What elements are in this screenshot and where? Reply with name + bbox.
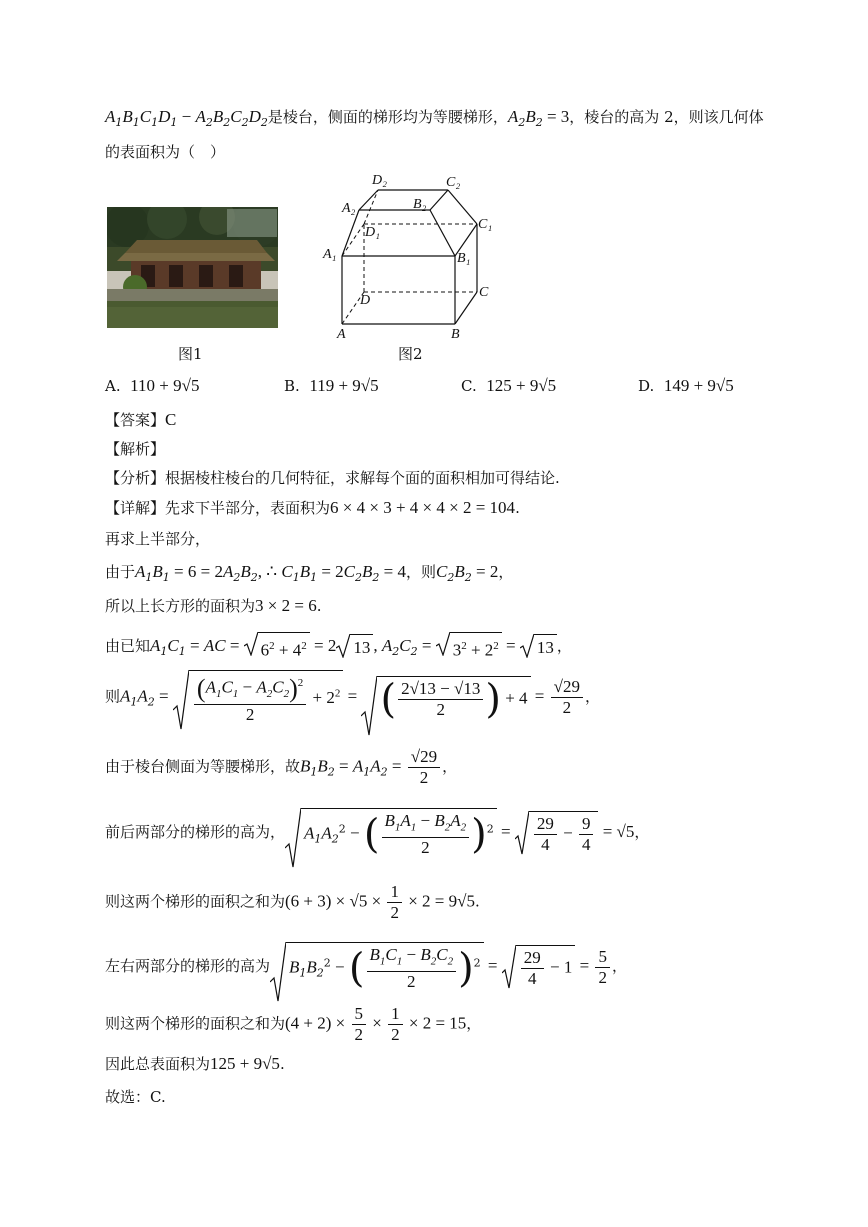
question-line-1: $A_1B_1C_1D_1 - A_2B_2C_2D_2$是棱台，侧面的梯形均为等腰梯形，$A_2B_2 = 3$，棱台的高为 2，则该几何体 xyxy=(105,107,764,129)
option-d: D. 149 + 9√5 xyxy=(638,376,734,395)
question-text-1: 是棱台，侧面的梯形均为等腰梯形， xyxy=(267,108,508,126)
step-12: 故选：C. xyxy=(105,1088,166,1106)
fenxi-line: 【分析】根据棱柱棱台的几何特征，求解每个面的面积相加可得结论. xyxy=(105,469,560,487)
step-9: 左右两部分的梯形的高为 $B_1B_2^2$ − ( $\frac{B_1C_1 - B_2C_2}{2}$ )$^2$ = $\frac{29}{4}$ − 1 = $\frac{5}{2}$ ， xyxy=(105,942,627,992)
pavilion-photo-drawing xyxy=(107,207,278,328)
pavilion-photo xyxy=(107,207,278,328)
step-6: 由于棱台侧面为等腰梯形，故$B_1B_2 = A_1A_2$ = $\frac{√29}{2}$ ， xyxy=(105,747,458,787)
step-5: 则$A_1A_2$ = $\frac{(A_1C_1 - A_2C_2)^2}{2}$ + $2^2$ = ( $\frac{2√13 - √13}{2}$ ) + 4 = $\frac{√29}{2}$ ， xyxy=(105,670,600,725)
label-c1: C₁ xyxy=(478,217,493,232)
label-d2: D₂ xyxy=(372,173,387,188)
step-11: 因此总表面积为125 + 9√5. xyxy=(105,1054,285,1073)
label-a1: A₁ xyxy=(323,247,337,262)
edge-c2-b2 xyxy=(430,190,448,210)
label-b2: B₂ xyxy=(413,197,427,212)
figure1-caption: 图1 xyxy=(178,345,203,363)
answer-line: 【答案】C xyxy=(105,410,177,429)
edge-b2-b1 xyxy=(430,210,455,256)
label-d1: D₁ xyxy=(365,225,380,240)
option-c: C. 125 + 9√5 xyxy=(461,376,557,395)
label-b1: B₁ xyxy=(457,251,471,266)
figure2-caption: 图2 xyxy=(398,345,423,363)
step-7: 前后两部分的梯形的高为， $A_1A_2^2$ − ( $\frac{B_1A_1 - B_2A_2}{2}$ )$^2$ = $\frac{29}{4}$ − $\frac{9}{4}$ = √5， xyxy=(105,808,649,858)
label-c2: C₂ xyxy=(446,175,461,190)
edge-d1-d2 xyxy=(364,190,378,224)
edge-a1-d1 xyxy=(342,224,364,256)
label-a2: A₂ xyxy=(342,201,356,216)
label-a: A xyxy=(337,327,346,342)
step-8: 则这两个梯形的面积之和为(6 + 3) × √5 × $\frac{1}{2}$ × 2 = 9√5. xyxy=(105,882,480,922)
label-c: C xyxy=(479,285,489,300)
option-b: B. 119 + 9√5 xyxy=(284,376,379,395)
step-4: 由已知$A_1C_1$ = AC = $6^2 + 4^2 = 2$ 13 , $A_2C_2$ = $3^2 + 2^2$ = 13 ， xyxy=(105,632,572,663)
question-line-2: 的表面积为（ ） xyxy=(105,143,226,161)
step-1: 再求上半部分， xyxy=(105,530,211,548)
step-3: 所以上长方形的面积为3 × 2 = 6. xyxy=(105,596,322,615)
analysis-tag: 【解析】 xyxy=(105,440,166,458)
xiangjie-line: 【详解】先求下半部分，表面积为6 × 4 × 3 + 4 × 4 × 2 = 104. xyxy=(105,498,520,517)
step-2: 由于$A_1B_1 = 6 = 2A_2B_2$, ∴ $C_1B_1 = 2C_2B_2 = 4$，则$C_2B_2 = 2$， xyxy=(105,562,514,584)
edge-a2-d2 xyxy=(359,190,378,210)
edge-c2-c1 xyxy=(448,190,477,224)
edge-a1-a2 xyxy=(342,210,359,256)
label-d: D xyxy=(360,293,371,308)
label-b: B xyxy=(451,327,460,342)
edge-b-c xyxy=(455,292,477,324)
step-10: 则这两个梯形的面积之和为(4 + 2) × $\frac{5}{2}$ × $\frac{1}{2}$ × 2 = 15， xyxy=(105,1004,482,1044)
option-a: A. 110 + 9√5 xyxy=(105,376,200,395)
question-text-1b: ，棱台的高为 2，则该几何体 xyxy=(569,108,764,126)
frustum-prism-diagram xyxy=(320,172,500,342)
